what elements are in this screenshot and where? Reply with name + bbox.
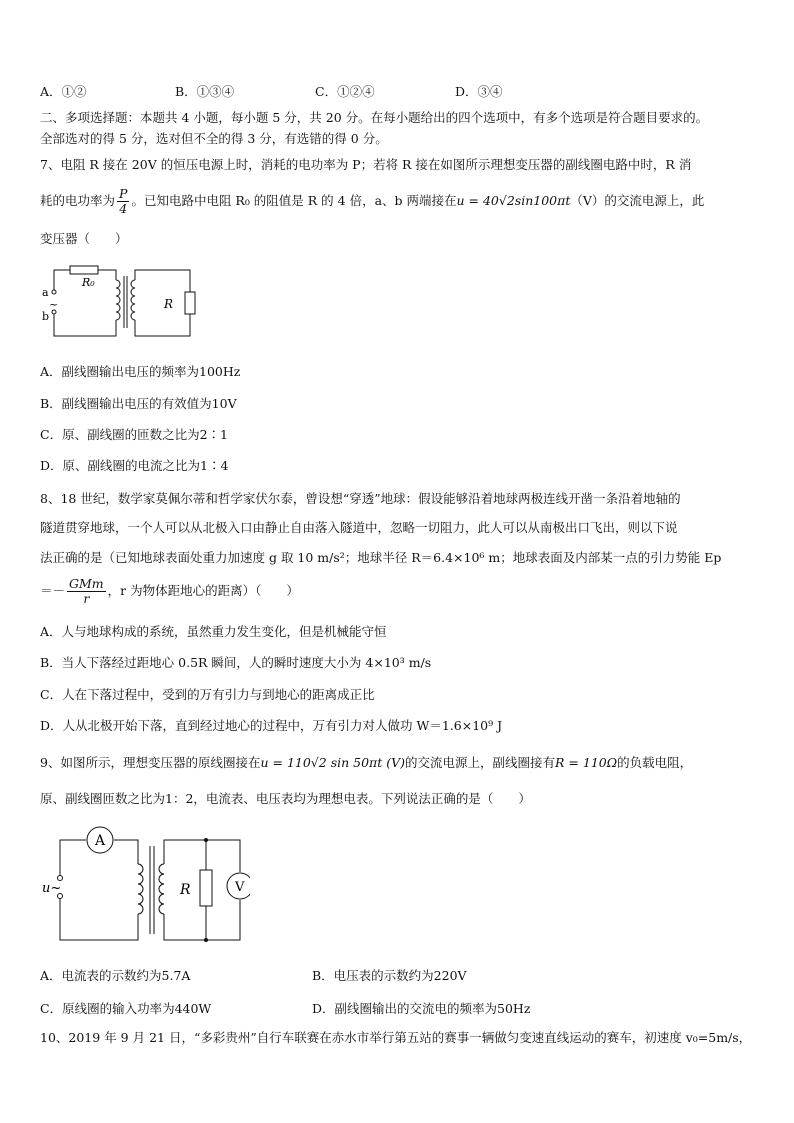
q8-fraction — [67, 577, 106, 606]
q6-option-b: B．①③④ — [175, 84, 235, 99]
q9-option-a: A．电流表的示数约为5.7A — [40, 968, 191, 983]
q7-label-r: R — [164, 297, 174, 311]
q9-stem-line2: 原、副线圈匝数之比为1：2，电流表、电压表均为理想电表。下列说法正确的是（ ） — [40, 791, 531, 806]
q7-option-a: A．副线圈输出电压的频率为100Hz — [40, 364, 241, 379]
q7-r-resistor — [185, 292, 195, 314]
q7-text: 耗的电功率为 — [40, 193, 116, 208]
q9-label-voltmeter: V — [235, 880, 245, 895]
q7-option-c: C．原、副线圈的匝数之比为2∶1 — [40, 427, 228, 442]
q8-frac-num: GMm — [69, 576, 104, 591]
q8-option-c: C．人在下落过程中，受到的万有引力与到地心的距离成正比 — [40, 687, 375, 702]
q7-primary-coil — [116, 280, 120, 320]
q9-options-row1 — [0, 966, 794, 984]
q7-label-tilde: ~ — [49, 298, 59, 311]
q6-option-c: C．①②④ — [315, 84, 375, 99]
q8-text: ，r 为物体距地心的距离）（ ） — [107, 583, 299, 598]
q6-options — [0, 82, 794, 100]
q8-stem-line3: 法正确的是（已知地球表面处重力加速度 g 取 10 m/s²；地球半径 R＝6.4×10⁶ m；地球表面及内部某一点的引力势能 Ep — [40, 550, 722, 565]
q7-secondary-coil — [131, 280, 135, 320]
q7-label-a: a — [42, 286, 49, 299]
q7-formula: u = 40√2sin100πt — [456, 193, 571, 208]
q9-circuit-diagram — [40, 826, 250, 946]
q8-text: ＝－ — [40, 583, 66, 598]
q9-formula-u: u = 110√2 sin 50πt (V) — [260, 755, 406, 770]
q6-option-a: A．①② — [40, 84, 87, 99]
q9-secondary-coil — [159, 864, 164, 914]
q9-label-r: R — [180, 882, 191, 898]
q9-text: 的负载电阻， — [617, 755, 693, 770]
q7-stem-line3: 变压器（ ） — [40, 231, 128, 246]
q9-option-d: D．副线圈输出的交流电的频率为50Hz — [312, 1001, 531, 1016]
q7-frac-num: P — [119, 186, 128, 201]
q7-r0-resistor — [70, 266, 98, 274]
q8-stem-line2: 隧道贯穿地球，一个人可以从北极入口由静止自由落入隧道中，忽略一切阻力，此人可以从南极出口飞出，则以下说 — [40, 520, 678, 535]
q10-stem-line1: 10、2019 年 9 月 21 日，“多彩贵州”自行车联赛在赤水市举行第五站的赛事一辆做匀变速直线运动的赛车，初速度 v₀=5m/s， — [40, 1030, 752, 1045]
q9-option-c: C．原线圈的输入功率为440W — [40, 1001, 212, 1016]
q7-stem-line1: 7、电阻 R 接在 20V 的恒压电源上时，消耗的电功率为 P；若将 R 接在如图所示理想变压器的副线圈电路中时，R 消 — [40, 157, 692, 172]
section2-line1: 二、多项选择题：本题共 4 小题，每小题 5 分，共 20 分。在每小题给出的四个选项中，有多个选项是符合题目要求的。 — [40, 110, 709, 125]
q7-label-r0: R₀ — [82, 276, 95, 289]
q9-formula-r: R = 110Ω — [555, 755, 618, 770]
q8-option-a: A．人与地球构成的系统，虽然重力发生变化，但是机械能守恒 — [40, 624, 387, 639]
q6-option-d: D．③④ — [455, 84, 503, 99]
q9-primary-coil — [138, 864, 143, 914]
q9-text: 9、如图所示，理想变压器的原线圈接在 — [40, 755, 261, 770]
q7-frac-den: 4 — [119, 201, 128, 216]
q7-text: 。已知电路中电阻 R₀ 的阻值是 R 的 4 倍，a、b 两端接在 — [131, 193, 457, 208]
q8-frac-den: r — [83, 591, 90, 606]
q9-r-resistor — [200, 870, 212, 906]
q9-stem-line1 — [40, 755, 692, 771]
q7-circuit-diagram — [40, 262, 200, 342]
q7-fraction — [117, 187, 129, 216]
q9-label-ammeter: A — [95, 833, 106, 849]
q7-label-b: b — [42, 310, 50, 323]
section2-line2: 全部选对的得 5 分，选对但不全的得 3 分，有选错的得 0 分。 — [40, 131, 388, 146]
q7-stem-line2 — [40, 186, 704, 216]
q7-text: （V）的交流电源上，此 — [570, 193, 705, 208]
q7-option-d: D．原、副线圈的电流之比为1∶4 — [40, 458, 229, 473]
q9-options-row2 — [0, 999, 794, 1017]
q8-option-b: B．当人下落经过距地心 0.5R 瞬间，人的瞬时速度大小为 4×10³ m/s — [40, 655, 432, 670]
q9-option-b: B．电压表的示数约为220V — [312, 968, 467, 983]
q8-stem-line4 — [40, 576, 299, 606]
q9-text: 的交流电源上，副线圈接有 — [405, 755, 556, 770]
q9-label-u: u~ — [42, 881, 62, 896]
q8-option-d: D．人从北极开始下落，直到经过地心的过程中，万有引力对人做功 W＝1.6×10⁹ J — [40, 718, 503, 733]
q8-stem-line1: 8、18 世纪，数学家莫佩尔蒂和哲学家伏尔泰，曾设想“穿透”地球：假设能够沿着地球两极连线开凿一条沿着地轴的 — [40, 491, 681, 506]
q7-option-b: B．副线圈输出电压的有效值为10V — [40, 396, 237, 411]
